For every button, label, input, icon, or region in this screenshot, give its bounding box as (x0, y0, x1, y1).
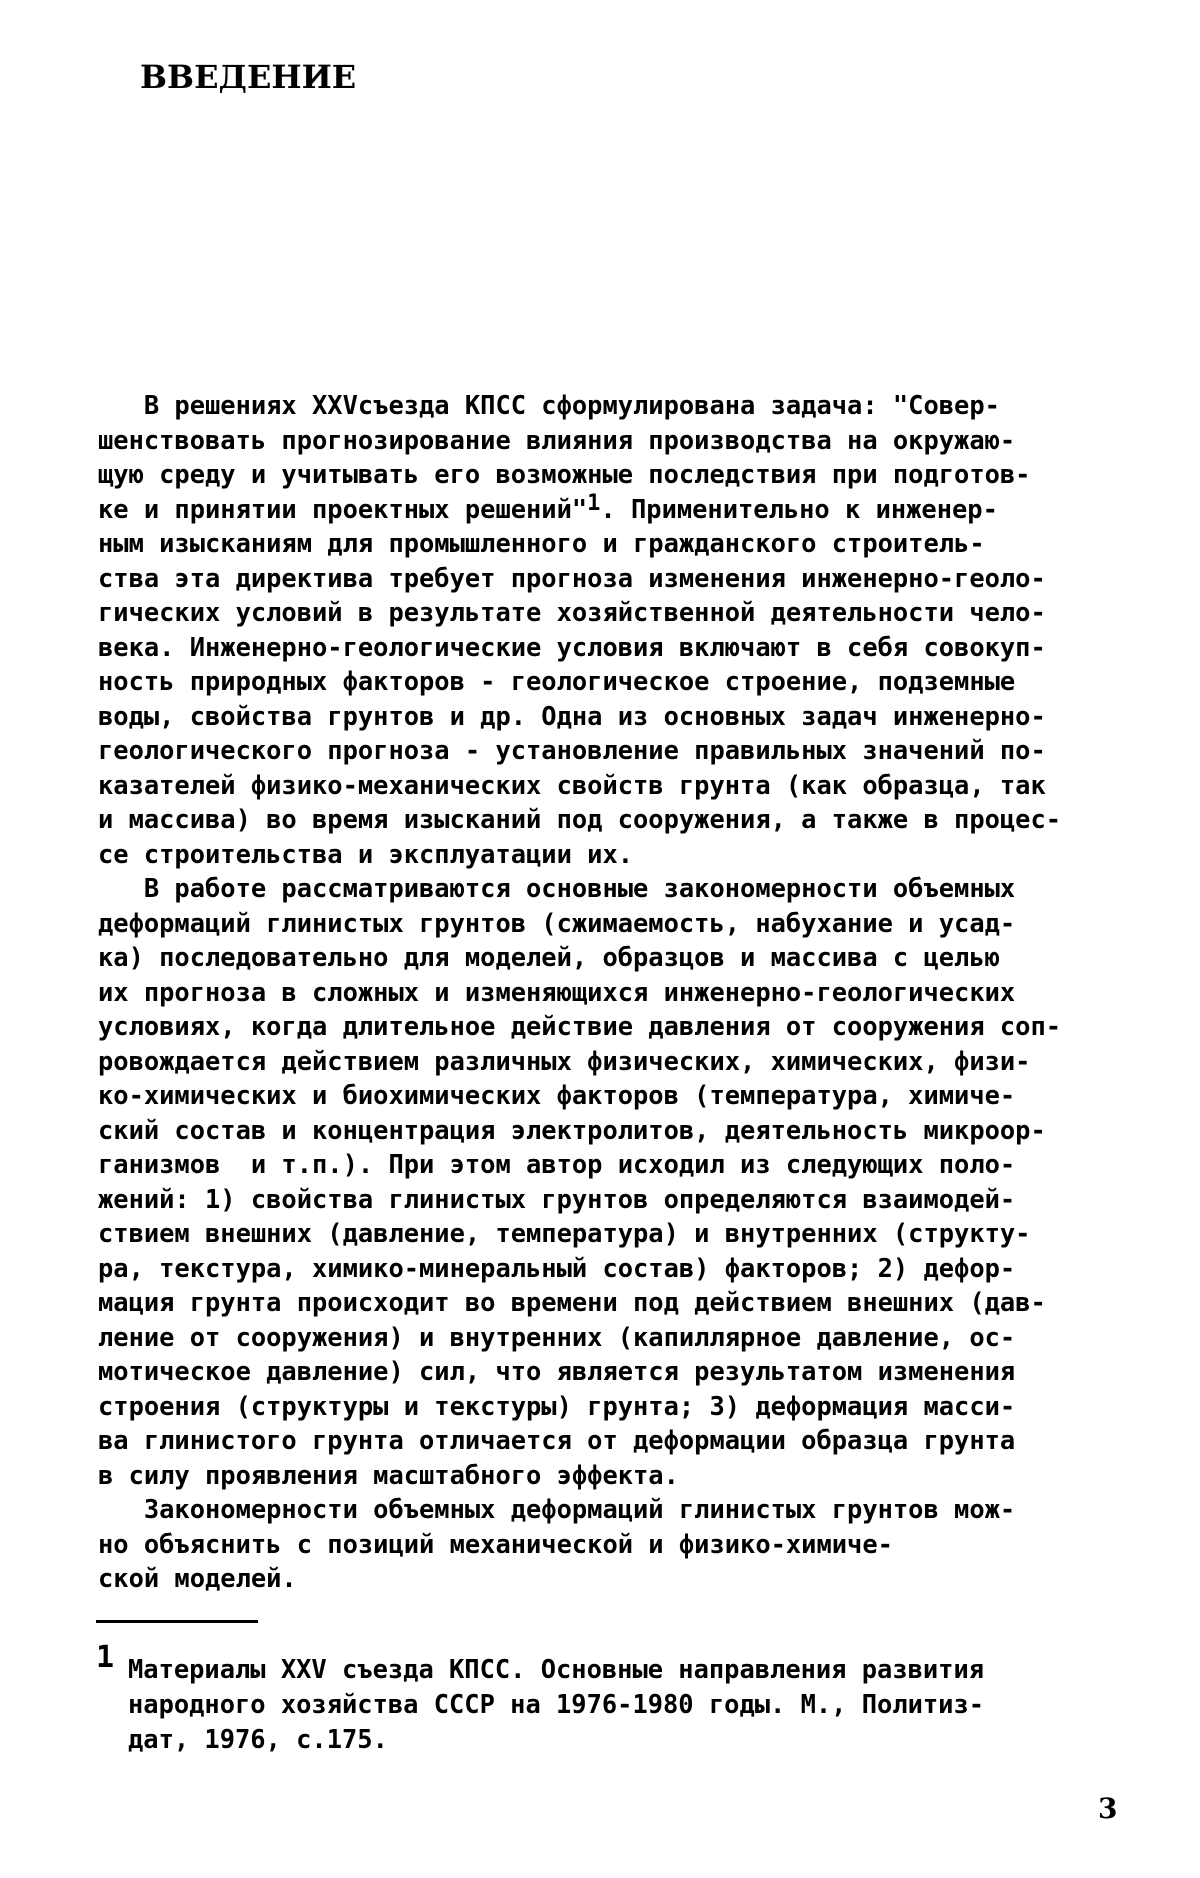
footnote-reference: 1 (587, 490, 601, 516)
text-line: жений: 1) свойства глинистых грунтов определяются взаимодей- (98, 1183, 1016, 1214)
footnote-line: народного хозяйства СССР на 1976-1980 годы. М., Политиз- (128, 1689, 985, 1719)
text-line: ский состав и концентрация электролитов, деятельность микроор- (98, 1114, 1046, 1145)
paragraph-1 (98, 388, 1118, 871)
text-line-start: ке и принятии проектных решений" (98, 493, 588, 524)
text-line: В решениях XXVсъезда КПСС сформулирована задача: "Совер- (98, 390, 1000, 420)
text-line: мация грунта происходит во времени под действием внешних (дав- (98, 1287, 1046, 1317)
text-line: ным изысканиям для промышленного и гражданского строитель- (98, 528, 985, 558)
text-line-with-footnote (98, 492, 1118, 527)
text-line: се строительства и эксплуатации их. (98, 838, 634, 869)
text-line: ства эта директива требует прогноза изменения инженерно-геоло- (98, 562, 1046, 593)
footnote-line: Материалы XXV съезда КПСС. Основные направления развития (128, 1654, 985, 1684)
text-line: века. Инженерно-геологические условия включают в себя совокуп- (98, 631, 1046, 662)
text-line: ко-химических и биохимических факторов (температура, химиче- (98, 1080, 1016, 1110)
text-line: в силу проявления масштабного эффекта. (98, 1459, 679, 1490)
text-line: В работе рассматриваются основные закономерности объемных (98, 873, 1016, 903)
text-line: ра, текстура, химико-минеральный состав) факторов; 2) дефор- (98, 1252, 1016, 1283)
text-line: условиях, когда длительное действие давления от сооружения соп- (98, 1011, 1062, 1041)
text-line: ление от сооружения) и внутренних (капиллярное давление, ос- (98, 1321, 1016, 1352)
text-line: но объяснить с позиций механической и физико-химиче- (98, 1528, 893, 1559)
text-line: ганизмов и т.п.). При этом автор исходил из следующих поло- (98, 1149, 1016, 1179)
body-text (98, 388, 1118, 1596)
text-line: ва глинистого грунта отличается от деформации образца грунта (98, 1425, 1016, 1455)
page-number: 3 (1098, 1792, 1118, 1825)
text-line: ровождается действием различных физических, химических, физи- (98, 1045, 1031, 1076)
text-line: казателей физико-механических свойств грунта (как образца, так (98, 769, 1046, 800)
footnote-mark: 1 (96, 1640, 115, 1675)
text-line: шенствовать прогнозирование влияния производства на окружаю- (98, 424, 1016, 455)
text-line: ской моделей. (98, 1563, 297, 1593)
paragraph-2 (98, 871, 1118, 1492)
text-line: деформаций глинистых грунтов (сжимаемость, набухание и усад- (98, 907, 1016, 938)
text-line-end: . Применительно к инженер- (600, 493, 998, 524)
footnote-line: дат, 1976, с.175. (128, 1724, 388, 1754)
text-line: строения (структуры и текстуры) грунта; 3) деформация масси- (98, 1390, 1016, 1421)
footnote (128, 1652, 1118, 1757)
text-line: Закономерности объемных деформаций глинистых грунтов мож- (98, 1494, 1016, 1524)
text-line: геологического прогноза - установление правильных значений по- (98, 735, 1046, 765)
text-line: мотическое давление) сил, что является результатом изменения (98, 1356, 1016, 1386)
text-line: и массива) во время изысканий под сооружения, а также в процес- (98, 804, 1062, 834)
paragraph-3 (98, 1492, 1118, 1596)
text-line: ствием внешних (давление, температура) и внутренних (структу- (98, 1218, 1031, 1248)
page-title: ВВЕДЕНИЕ (140, 58, 357, 96)
footnote-divider (96, 1620, 258, 1623)
text-line: ка) последовательно для моделей, образцов и массива с целью (98, 942, 1000, 972)
text-line: их прогноза в сложных и изменяющихся инженерно-геологических (98, 976, 1016, 1007)
text-line: воды, свойства грунтов и др. Одна из основных задач инженерно- (98, 700, 1046, 731)
text-line: щую среду и учитывать его возможные последствия при подготов- (98, 459, 1031, 489)
text-line: гических условий в результате хозяйственной деятельности чело- (98, 597, 1046, 627)
text-line: ность природных факторов - геологическое строение, подземные (98, 666, 1016, 696)
